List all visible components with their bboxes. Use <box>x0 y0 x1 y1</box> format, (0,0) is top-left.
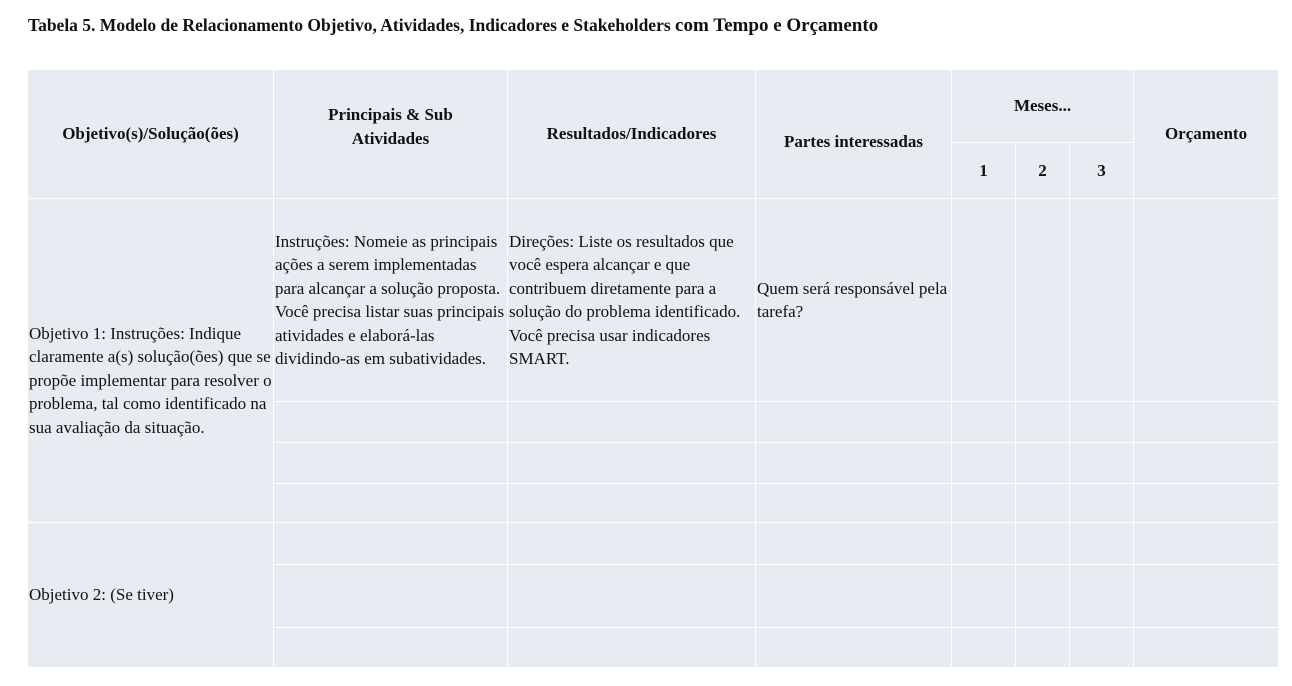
results-instructions-cell: Direções: Liste os resultados que você espera alcançar e que contribuem diretamente para a solução do problema identificado. Você precisa usar indicadores SMART. <box>508 199 756 402</box>
activity-cell <box>274 628 508 668</box>
month-3-cell <box>1070 484 1134 523</box>
header-month-1: 1 <box>952 143 1016 199</box>
result-cell <box>508 484 756 523</box>
result-cell <box>508 443 756 484</box>
month-1-cell <box>952 628 1016 668</box>
header-objetivo: Objetivo(s)/Solução(ões) <box>28 70 274 199</box>
header-meses: Meses... <box>952 70 1134 143</box>
budget-cell <box>1134 484 1279 523</box>
stakeholder-cell <box>756 523 952 565</box>
activity-cell <box>274 523 508 565</box>
header-month-3: 3 <box>1070 143 1134 199</box>
stakeholder-cell <box>756 484 952 523</box>
relationship-table <box>27 69 1279 668</box>
header-row-1 <box>28 70 1279 143</box>
header-month-2: 2 <box>1016 143 1070 199</box>
budget-cell <box>1134 443 1279 484</box>
result-cell <box>508 565 756 628</box>
month-2-cell <box>1016 628 1070 668</box>
stakeholder-cell <box>756 628 952 668</box>
header-resultados: Resultados/Indicadores <box>508 70 756 199</box>
month-3-cell <box>1070 628 1134 668</box>
stakeholder-cell <box>756 565 952 628</box>
header-atividades: Principais & Sub Atividades <box>274 70 508 199</box>
budget-cell <box>1134 565 1279 628</box>
table-row <box>28 199 1279 402</box>
month-1-cell <box>952 484 1016 523</box>
header-partes-interessadas: Partes interessadas <box>756 70 952 199</box>
month-2-cell <box>1016 199 1070 402</box>
activity-cell <box>274 402 508 443</box>
budget-cell <box>1134 523 1279 565</box>
activity-cell <box>274 565 508 628</box>
table-caption <box>28 15 878 37</box>
month-2-cell <box>1016 565 1070 628</box>
budget-cell <box>1134 628 1279 668</box>
result-cell <box>508 402 756 443</box>
header-orcamento: Orçamento <box>1134 70 1279 199</box>
stakeholder-cell <box>756 402 952 443</box>
month-1-cell <box>952 199 1016 402</box>
month-3-cell <box>1070 199 1134 402</box>
month-1-cell <box>952 402 1016 443</box>
month-3-cell <box>1070 443 1134 484</box>
month-2-cell <box>1016 523 1070 565</box>
objective-1-cell: Objetivo 1: Instruções: Indique claramente a(s) solução(ões) que se propõe implementar para resolver o problema, tal como identificado na sua avaliação da situação. <box>28 199 274 523</box>
activities-instructions-cell: Instruções: Nomeie as principais ações a serem implementadas para alcançar a solução proposta. Você precisa listar suas principais atividades e elaborá-las dividindo-as em subatividades. <box>274 199 508 402</box>
month-2-cell <box>1016 443 1070 484</box>
month-1-cell <box>952 443 1016 484</box>
stakeholders-instructions-cell: Quem será responsável pela tarefa? <box>756 199 952 402</box>
objective-2-cell: Objetivo 2: (Se tiver) <box>28 523 274 668</box>
month-3-cell <box>1070 402 1134 443</box>
month-2-cell <box>1016 402 1070 443</box>
table-row <box>28 523 1279 565</box>
month-1-cell <box>952 565 1016 628</box>
activity-cell <box>274 443 508 484</box>
result-cell <box>508 628 756 668</box>
budget-cell <box>1134 199 1279 402</box>
activity-cell <box>274 484 508 523</box>
caption-main: Tabela 5. Modelo de Relacionamento Objetivo, Atividades, Indicadores e Stakeholders <box>28 15 671 35</box>
caption-tail: com Tempo e Orçamento <box>675 15 879 36</box>
month-1-cell <box>952 523 1016 565</box>
month-3-cell <box>1070 565 1134 628</box>
month-3-cell <box>1070 523 1134 565</box>
stakeholder-cell <box>756 443 952 484</box>
budget-cell <box>1134 402 1279 443</box>
month-2-cell <box>1016 484 1070 523</box>
result-cell <box>508 523 756 565</box>
